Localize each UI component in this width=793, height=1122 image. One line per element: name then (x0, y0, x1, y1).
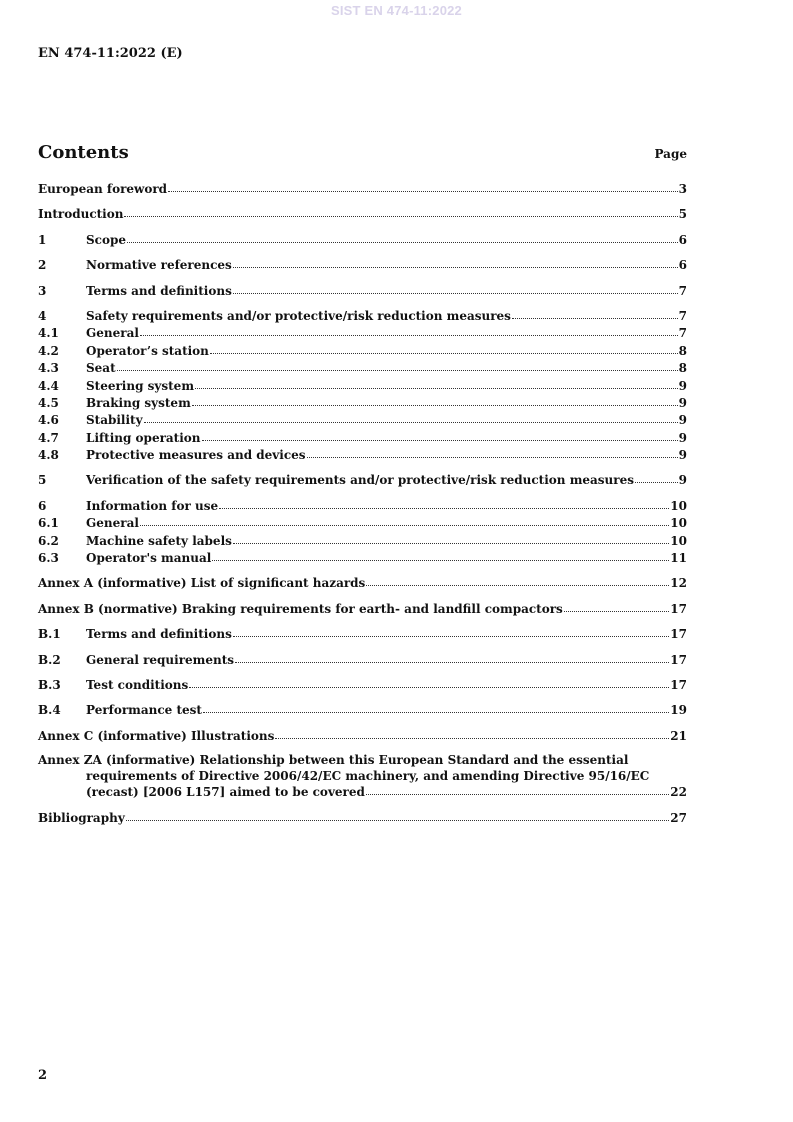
dot-leader (564, 601, 669, 613)
table-of-contents (38, 181, 687, 827)
dot-leader (210, 343, 678, 355)
dot-leader (233, 283, 678, 295)
toc-entry-number: 4.3 (38, 361, 59, 376)
toc-entry[interactable] (38, 575, 687, 592)
toc-entry-page: 5 (678, 207, 687, 222)
toc-entry[interactable] (38, 652, 687, 669)
toc-entry-page: 17 (670, 601, 687, 616)
toc-entry[interactable] (38, 283, 687, 300)
toc-entry-number: 6 (38, 498, 47, 513)
toc-entry-title: General (86, 326, 139, 341)
toc-entry-number: 2 (38, 258, 47, 273)
toc-entry-title: Operator's manual (86, 551, 212, 566)
dot-leader (203, 702, 669, 714)
toc-entry-page: 7 (678, 308, 687, 323)
toc-entry-number: 6.2 (38, 533, 59, 548)
toc-entry-number: 4.6 (38, 413, 59, 428)
toc-entry-title: Stability (86, 413, 143, 428)
toc-entry-number: 4.1 (38, 326, 59, 341)
toc-entry[interactable] (38, 447, 687, 464)
dot-leader (233, 257, 678, 269)
dot-leader (635, 472, 678, 484)
toc-entry-number: B.1 (38, 627, 61, 642)
toc-entry[interactable] (38, 533, 687, 550)
toc-entry-title: Introduction (38, 207, 124, 222)
toc-entry-page: 21 (670, 728, 687, 743)
toc-entry[interactable] (38, 378, 687, 395)
toc-entry[interactable] (38, 360, 687, 377)
toc-entry-page: 10 (670, 498, 687, 513)
toc-entry[interactable] (38, 308, 687, 325)
toc-entry-page: 9 (678, 430, 687, 445)
toc-entry-number: B.3 (38, 677, 61, 692)
toc-entry-number: 5 (38, 473, 47, 488)
dot-leader (195, 378, 678, 390)
toc-entry-page: 27 (670, 810, 687, 825)
toc-entry-number: B.4 (38, 703, 61, 718)
dot-leader (235, 652, 669, 664)
toc-entry[interactable] (38, 728, 687, 745)
dot-leader (144, 412, 678, 424)
toc-entry-title: Scope (86, 232, 127, 247)
toc-entry-number: 4.2 (38, 343, 59, 358)
page-column-label: Page (654, 147, 687, 161)
toc-entry-page: 9 (678, 395, 687, 410)
annex-za-title-line-1: Annex ZA (informative) Relationship between this European Standard and the essential (38, 753, 629, 768)
toc-entry-number: 3 (38, 283, 47, 298)
toc-entry-page: 6 (678, 232, 687, 247)
dot-leader (275, 728, 669, 740)
page-number: 2 (38, 1068, 48, 1083)
dot-leader (307, 447, 678, 459)
toc-entry-title: Performance test (86, 703, 202, 718)
dot-leader (192, 395, 678, 407)
dot-leader (366, 784, 669, 796)
toc-entry-page: 11 (670, 551, 687, 566)
toc-entry-page: 6 (678, 258, 687, 273)
toc-entry-title: Test conditions (86, 677, 189, 692)
toc-entry-title: Operator’s station (86, 343, 209, 358)
toc-entry-page: 10 (670, 516, 687, 531)
toc-entry[interactable] (38, 257, 687, 274)
toc-entry-page: 9 (678, 473, 687, 488)
toc-entry[interactable] (38, 206, 687, 223)
toc-entry-page: 10 (670, 533, 687, 548)
toc-entry-page: 9 (678, 448, 687, 463)
toc-entry-number: 4.5 (38, 395, 59, 410)
toc-entry-title: General (86, 516, 139, 531)
dot-leader (219, 498, 669, 510)
toc-entry[interactable] (38, 702, 687, 719)
toc-entry-number: 4.4 (38, 378, 59, 393)
toc-entry-page: 3 (678, 182, 687, 196)
toc-entry-title: Machine safety labels (86, 533, 232, 548)
toc-entry-page: 7 (678, 326, 687, 341)
toc-entry[interactable] (38, 430, 687, 447)
dot-leader (189, 677, 669, 689)
toc-entry-title: Bibliography (38, 810, 125, 825)
dot-leader (124, 206, 677, 218)
toc-entry[interactable] (38, 232, 687, 249)
toc-entry-title: European foreword (38, 182, 168, 196)
toc-entry-page: 8 (678, 361, 687, 376)
toc-entry[interactable] (38, 395, 687, 412)
toc-entry-title: Annex A (informative) List of significant hazards (38, 576, 366, 591)
dot-leader (233, 533, 669, 545)
toc-entry-number: 4.7 (38, 430, 59, 445)
toc-entry[interactable] (38, 412, 687, 429)
annex-za-title-line-3: (recast) [2006 L157] aimed to be covered (86, 785, 365, 800)
toc-entry-title: Annex B (normative) Braking requirements for earth- and landfill compactors (38, 601, 563, 616)
toc-entry-number: 4 (38, 308, 47, 323)
watermark: SIST EN 474-11:2022 (331, 3, 462, 18)
toc-entry-bibliography[interactable] (38, 810, 687, 827)
toc-entry-title: Terms and definitions (86, 283, 232, 298)
toc-entry-page: 7 (678, 283, 687, 298)
dot-leader (140, 515, 669, 527)
toc-entry-number: 6.1 (38, 516, 59, 531)
toc-entry-title: Information for use (86, 498, 219, 513)
toc-entry[interactable] (38, 472, 687, 489)
toc-entry-title: Annex C (informative) Illustrations (38, 728, 275, 743)
dot-leader (366, 575, 669, 587)
toc-entry-number: 6.3 (38, 551, 59, 566)
annex-za-last-line (38, 784, 687, 801)
toc-entry-title: Protective measures and devices (86, 448, 306, 463)
toc-entry-number: B.2 (38, 652, 61, 667)
toc-entry-title: General requirements (86, 652, 235, 667)
toc-entry[interactable] (38, 181, 687, 198)
toc-entry-title: Verification of the safety requirements and/or protective/risk reduction measures (86, 473, 634, 488)
toc-entry[interactable] (38, 515, 687, 532)
toc-entry-number: 4.8 (38, 448, 59, 463)
annex-za-title-line-2: requirements of Directive 2006/42/EC machinery, and amending Directive 95/16/EC (86, 768, 650, 783)
toc-entry-title: Safety requirements and/or protective/risk reduction measures (86, 308, 511, 323)
toc-entry-title: Seat (86, 361, 116, 376)
toc-entry-title: Lifting operation (86, 430, 201, 445)
toc-entry[interactable] (38, 325, 687, 342)
toc-entry-annex-za[interactable] (38, 753, 687, 801)
toc-entry-page: 22 (670, 785, 687, 800)
toc-entry[interactable] (38, 601, 687, 618)
toc-entry-page: 9 (678, 378, 687, 393)
dot-leader (140, 325, 678, 337)
toc-entry[interactable] (38, 626, 687, 643)
toc-entry-number: 1 (38, 232, 47, 247)
toc-entry-page: 9 (678, 413, 687, 428)
toc-entry[interactable] (38, 550, 687, 567)
dot-leader (168, 181, 678, 193)
toc-entry-page: 17 (670, 677, 687, 692)
dot-leader (512, 308, 678, 320)
dot-leader (127, 232, 678, 244)
toc-entry-title: Braking system (86, 395, 191, 410)
toc-entry-page: 8 (678, 343, 687, 358)
toc-entry-page: 17 (670, 627, 687, 642)
document-id: EN 474-11:2022 (E) (38, 46, 183, 61)
toc-entry-page: 19 (670, 703, 687, 718)
toc-entry-title: Terms and definitions (86, 627, 232, 642)
toc-entry[interactable] (38, 677, 687, 694)
dot-leader (126, 810, 670, 822)
toc-entry[interactable] (38, 343, 687, 360)
toc-entry-page: 17 (670, 652, 687, 667)
toc-entry-page: 12 (670, 576, 687, 591)
dot-leader (212, 550, 669, 562)
toc-entry[interactable] (38, 498, 687, 515)
dot-leader (117, 360, 678, 372)
toc-entry-title: Normative references (86, 258, 232, 273)
dot-leader (233, 626, 669, 638)
contents-heading: Contents (38, 142, 129, 163)
dot-leader (202, 430, 678, 442)
toc-entry-title: Steering system (86, 378, 195, 393)
